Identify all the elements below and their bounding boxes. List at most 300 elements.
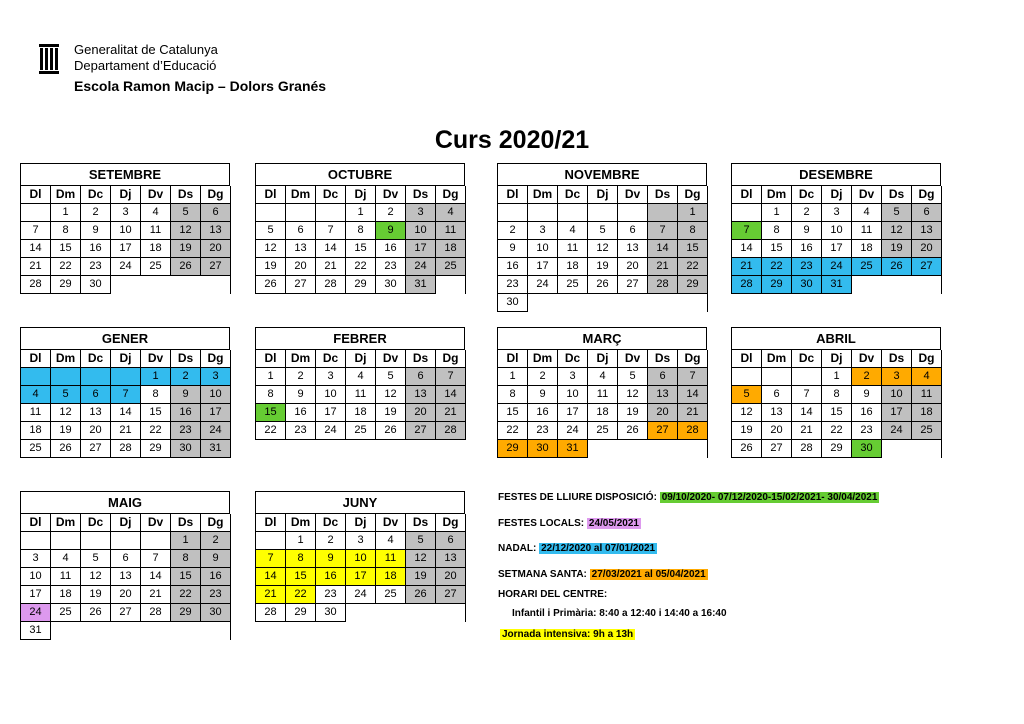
weekday-header: Dl [21, 186, 51, 204]
month-days-grid [497, 185, 707, 312]
day-cell: 28 [21, 276, 51, 294]
day-cell: 29 [822, 440, 852, 458]
day-empty [912, 440, 942, 458]
legend-easter-value: 27/03/2021 al 05/04/2021 [591, 569, 706, 580]
legend-local [498, 518, 641, 529]
day-cell: 24 [111, 258, 141, 276]
day-cell: 2 [528, 368, 558, 386]
day-cell: 19 [51, 422, 81, 440]
legend-easter-label: SETMANA SANTA: [498, 569, 587, 580]
weekday-header: Dg [201, 186, 231, 204]
weekday-header: Dj [111, 350, 141, 368]
day-cell: 20 [762, 422, 792, 440]
weekday-header: Ds [171, 186, 201, 204]
legend-hours-label: HORARI DEL CENTRE: [498, 589, 608, 600]
day-cell: 27 [406, 422, 436, 440]
day-empty [436, 276, 466, 294]
day-cell: 18 [912, 404, 942, 422]
day-empty [528, 294, 558, 312]
month-title: NOVEMBRE [497, 163, 707, 185]
day-cell: 1 [678, 204, 708, 222]
weekday-header: Ds [171, 514, 201, 532]
day-cell: 17 [201, 404, 231, 422]
weekday-header: Dc [792, 350, 822, 368]
weekday-header: Dj [346, 350, 376, 368]
day-empty [528, 204, 558, 222]
day-cell: 25 [51, 604, 81, 622]
weekday-header: Dv [376, 186, 406, 204]
day-cell: 3 [201, 368, 231, 386]
day-cell: 25 [21, 440, 51, 458]
day-cell: 10 [822, 222, 852, 240]
day-cell: 25 [558, 276, 588, 294]
day-cell: 14 [678, 386, 708, 404]
day-empty [406, 604, 436, 622]
day-cell: 16 [286, 404, 316, 422]
day-cell: 1 [762, 204, 792, 222]
day-cell: 9 [792, 222, 822, 240]
weekday-header: Dl [498, 350, 528, 368]
weekday-header: Dm [528, 186, 558, 204]
day-empty [111, 532, 141, 550]
day-cell: 7 [316, 222, 346, 240]
day-cell: 27 [436, 586, 466, 604]
day-cell: 9 [852, 386, 882, 404]
day-cell: 12 [256, 240, 286, 258]
weekday-header: Dm [51, 350, 81, 368]
day-cell: 6 [201, 204, 231, 222]
day-empty [111, 368, 141, 386]
day-cell: 7 [732, 222, 762, 240]
page-title: Curs 2020/21 [434, 126, 590, 154]
day-cell: 4 [436, 204, 466, 222]
weekday-header: Ds [406, 514, 436, 532]
day-cell: 8 [171, 550, 201, 568]
weekday-header: Dc [316, 186, 346, 204]
day-cell: 24 [822, 258, 852, 276]
legend-christmas-value: 22/12/2020 al 07/01/2021 [541, 543, 656, 554]
day-cell: 16 [376, 240, 406, 258]
day-cell: 19 [256, 258, 286, 276]
day-cell: 14 [792, 404, 822, 422]
weekday-header: Dm [286, 186, 316, 204]
day-cell: 20 [111, 586, 141, 604]
day-cell: 16 [852, 404, 882, 422]
day-cell: 19 [171, 240, 201, 258]
day-cell: 18 [588, 404, 618, 422]
org-name-line2: Departament d’Educació [74, 58, 217, 73]
day-cell: 12 [732, 404, 762, 422]
day-cell: 6 [648, 368, 678, 386]
day-cell: 4 [852, 204, 882, 222]
day-cell: 5 [376, 368, 406, 386]
day-cell: 30 [376, 276, 406, 294]
day-cell: 3 [346, 532, 376, 550]
day-cell: 26 [51, 440, 81, 458]
month-febrer [255, 327, 465, 440]
day-cell: 8 [762, 222, 792, 240]
day-cell: 4 [346, 368, 376, 386]
day-cell: 8 [678, 222, 708, 240]
legend-christmas [498, 543, 657, 554]
day-cell: 31 [406, 276, 436, 294]
school-name: Escola Ramon Macip – Dolors Granés [74, 78, 327, 94]
weekday-header: Dv [618, 350, 648, 368]
day-cell: 23 [81, 258, 111, 276]
day-cell: 2 [316, 532, 346, 550]
day-cell: 13 [436, 550, 466, 568]
day-cell: 15 [286, 568, 316, 586]
month-gener [20, 327, 230, 458]
day-cell: 23 [171, 422, 201, 440]
day-cell: 7 [792, 386, 822, 404]
day-cell: 10 [111, 222, 141, 240]
day-cell: 25 [376, 586, 406, 604]
day-cell: 9 [201, 550, 231, 568]
month-title: GENER [20, 327, 230, 349]
legend-free-disposal [498, 492, 879, 503]
day-cell: 11 [852, 222, 882, 240]
day-cell: 15 [256, 404, 286, 422]
weekday-header: Dj [111, 186, 141, 204]
day-cell: 6 [286, 222, 316, 240]
day-cell: 26 [81, 604, 111, 622]
day-empty [588, 204, 618, 222]
day-cell: 14 [732, 240, 762, 258]
day-cell: 11 [588, 386, 618, 404]
day-cell: 3 [406, 204, 436, 222]
day-cell: 25 [346, 422, 376, 440]
day-cell: 31 [21, 622, 51, 640]
legend-intensive [500, 629, 635, 640]
day-cell: 31 [558, 440, 588, 458]
weekday-header: Dc [81, 186, 111, 204]
day-cell: 21 [21, 258, 51, 276]
day-cell: 22 [171, 586, 201, 604]
weekday-header: Dg [201, 514, 231, 532]
day-cell: 6 [81, 386, 111, 404]
day-cell: 17 [111, 240, 141, 258]
month-days-grid [497, 349, 707, 458]
day-cell: 17 [528, 258, 558, 276]
month-days-grid [255, 185, 465, 294]
weekday-header: Dl [256, 186, 286, 204]
weekday-header: Dc [558, 350, 588, 368]
weekday-header: Dg [912, 350, 942, 368]
day-cell: 13 [81, 404, 111, 422]
weekday-header: Dl [21, 350, 51, 368]
day-cell: 2 [81, 204, 111, 222]
weekday-header: Dj [588, 186, 618, 204]
day-cell: 29 [171, 604, 201, 622]
legend-easter [498, 569, 708, 580]
day-cell: 24 [346, 586, 376, 604]
day-cell: 21 [256, 586, 286, 604]
day-cell: 11 [141, 222, 171, 240]
day-empty [732, 204, 762, 222]
day-cell: 8 [498, 386, 528, 404]
day-cell: 25 [141, 258, 171, 276]
day-cell: 9 [286, 386, 316, 404]
day-cell: 30 [316, 604, 346, 622]
weekday-header: Dg [436, 186, 466, 204]
day-cell: 1 [256, 368, 286, 386]
month-desembre [731, 163, 941, 294]
day-cell: 5 [588, 222, 618, 240]
org-name-line1: Generalitat de Catalunya [74, 42, 218, 57]
day-cell: 13 [912, 222, 942, 240]
day-cell: 8 [141, 386, 171, 404]
day-cell: 23 [792, 258, 822, 276]
day-cell: 22 [346, 258, 376, 276]
day-empty [141, 532, 171, 550]
day-cell: 12 [376, 386, 406, 404]
month-title: FEBRER [255, 327, 465, 349]
day-cell: 14 [436, 386, 466, 404]
day-cell: 22 [678, 258, 708, 276]
day-cell: 15 [51, 240, 81, 258]
day-cell: 30 [528, 440, 558, 458]
day-cell: 30 [852, 440, 882, 458]
day-cell: 8 [286, 550, 316, 568]
day-cell: 24 [882, 422, 912, 440]
day-cell: 30 [171, 440, 201, 458]
day-cell: 9 [316, 550, 346, 568]
legend-christmas-label: NADAL: [498, 543, 537, 554]
month-abril [731, 327, 941, 458]
day-cell: 5 [81, 550, 111, 568]
day-cell: 10 [346, 550, 376, 568]
day-cell: 22 [498, 422, 528, 440]
day-cell: 4 [141, 204, 171, 222]
day-cell: 14 [316, 240, 346, 258]
weekday-header: Dl [256, 350, 286, 368]
weekday-header: Dl [732, 186, 762, 204]
weekday-header: Dj [822, 186, 852, 204]
day-empty [171, 622, 201, 640]
day-cell: 16 [81, 240, 111, 258]
day-empty [256, 204, 286, 222]
day-cell: 14 [256, 568, 286, 586]
day-cell: 8 [51, 222, 81, 240]
day-cell: 2 [286, 368, 316, 386]
day-cell: 11 [346, 386, 376, 404]
weekday-header: Dv [852, 186, 882, 204]
day-cell: 1 [286, 532, 316, 550]
weekday-header: Ds [648, 186, 678, 204]
day-cell: 2 [792, 204, 822, 222]
day-cell: 11 [558, 240, 588, 258]
day-cell: 14 [21, 240, 51, 258]
day-cell: 5 [882, 204, 912, 222]
month-octubre [255, 163, 465, 294]
day-cell: 2 [376, 204, 406, 222]
day-empty [678, 294, 708, 312]
weekday-header: Dl [498, 186, 528, 204]
day-cell: 22 [256, 422, 286, 440]
day-empty [256, 532, 286, 550]
day-cell: 10 [201, 386, 231, 404]
day-cell: 23 [201, 586, 231, 604]
day-cell: 7 [141, 550, 171, 568]
month-days-grid [20, 185, 230, 294]
day-cell: 19 [81, 586, 111, 604]
weekday-header: Dv [141, 350, 171, 368]
weekday-header: Ds [406, 350, 436, 368]
day-cell: 6 [762, 386, 792, 404]
day-cell: 8 [346, 222, 376, 240]
day-cell: 10 [558, 386, 588, 404]
day-cell: 20 [406, 404, 436, 422]
weekday-header: Dv [141, 514, 171, 532]
day-cell: 3 [558, 368, 588, 386]
day-cell: 15 [141, 404, 171, 422]
day-cell: 28 [732, 276, 762, 294]
day-cell: 28 [316, 276, 346, 294]
day-cell: 4 [376, 532, 406, 550]
legend-intensive-value: Jornada intensiva: 9h a 13h [502, 629, 634, 640]
weekday-header: Dg [678, 186, 708, 204]
day-empty [618, 204, 648, 222]
day-cell: 31 [201, 440, 231, 458]
day-cell: 20 [286, 258, 316, 276]
day-cell: 3 [528, 222, 558, 240]
day-cell: 2 [498, 222, 528, 240]
day-cell: 29 [762, 276, 792, 294]
day-cell: 18 [558, 258, 588, 276]
day-cell: 8 [256, 386, 286, 404]
day-cell: 27 [618, 276, 648, 294]
day-cell: 20 [648, 404, 678, 422]
day-cell: 21 [316, 258, 346, 276]
day-cell: 2 [852, 368, 882, 386]
weekday-header: Ds [406, 186, 436, 204]
legend-free-label: FESTES DE LLIURE DISPOSICIÓ: [498, 492, 657, 503]
weekday-header: Dl [21, 514, 51, 532]
day-cell: 13 [286, 240, 316, 258]
weekday-header: Dg [436, 514, 466, 532]
day-cell: 29 [346, 276, 376, 294]
month-title: MAIG [20, 491, 230, 513]
day-cell: 16 [316, 568, 346, 586]
day-empty [376, 604, 406, 622]
month-juny [255, 491, 465, 622]
day-cell: 6 [912, 204, 942, 222]
day-cell: 21 [436, 404, 466, 422]
day-empty [201, 622, 231, 640]
weekday-header: Ds [882, 350, 912, 368]
month-març [497, 327, 707, 458]
day-empty [51, 622, 81, 640]
day-cell: 13 [762, 404, 792, 422]
day-cell: 20 [618, 258, 648, 276]
day-cell: 20 [912, 240, 942, 258]
day-cell: 21 [141, 586, 171, 604]
day-cell: 26 [406, 586, 436, 604]
day-cell: 20 [81, 422, 111, 440]
day-empty [678, 440, 708, 458]
day-cell: 9 [171, 386, 201, 404]
day-cell: 23 [376, 258, 406, 276]
day-cell: 22 [51, 258, 81, 276]
day-empty [21, 532, 51, 550]
weekday-header: Dm [51, 514, 81, 532]
day-cell: 1 [51, 204, 81, 222]
day-cell: 27 [201, 258, 231, 276]
day-empty [762, 368, 792, 386]
day-cell: 16 [528, 404, 558, 422]
day-cell: 27 [912, 258, 942, 276]
day-cell: 12 [81, 568, 111, 586]
day-empty [558, 294, 588, 312]
legend-hours-value: Infantil i Primària: 8:40 a 12:40 i 14:40 a 16:40 [512, 608, 727, 619]
day-empty [141, 622, 171, 640]
day-cell: 13 [618, 240, 648, 258]
day-cell: 2 [201, 532, 231, 550]
day-empty [882, 440, 912, 458]
day-cell: 29 [498, 440, 528, 458]
day-cell: 28 [678, 422, 708, 440]
day-cell: 7 [21, 222, 51, 240]
day-cell: 19 [882, 240, 912, 258]
month-maig [20, 491, 230, 640]
day-cell: 16 [792, 240, 822, 258]
weekday-header: Dj [588, 350, 618, 368]
day-cell: 6 [406, 368, 436, 386]
day-empty [792, 368, 822, 386]
day-empty [558, 204, 588, 222]
day-cell: 5 [406, 532, 436, 550]
day-empty [81, 532, 111, 550]
day-cell: 5 [732, 386, 762, 404]
day-cell: 26 [618, 422, 648, 440]
day-empty [21, 204, 51, 222]
day-empty [111, 276, 141, 294]
day-cell: 30 [81, 276, 111, 294]
day-cell: 9 [81, 222, 111, 240]
day-cell: 27 [286, 276, 316, 294]
day-empty [648, 294, 678, 312]
day-cell: 17 [21, 586, 51, 604]
day-cell: 21 [792, 422, 822, 440]
weekday-header: Dg [201, 350, 231, 368]
day-empty [51, 368, 81, 386]
day-cell: 7 [648, 222, 678, 240]
day-cell: 29 [678, 276, 708, 294]
weekday-header: Ds [648, 350, 678, 368]
day-empty [882, 276, 912, 294]
weekday-header: Dm [528, 350, 558, 368]
day-cell: 21 [648, 258, 678, 276]
weekday-header: Dj [822, 350, 852, 368]
month-days-grid [731, 185, 941, 294]
day-cell: 15 [822, 404, 852, 422]
weekday-header: Dm [762, 350, 792, 368]
day-cell: 25 [436, 258, 466, 276]
month-title: JUNY [255, 491, 465, 513]
day-cell: 24 [316, 422, 346, 440]
weekday-header: Dl [256, 514, 286, 532]
weekday-header: Dm [51, 186, 81, 204]
day-cell: 30 [201, 604, 231, 622]
day-cell: 12 [618, 386, 648, 404]
day-cell: 23 [286, 422, 316, 440]
day-cell: 19 [588, 258, 618, 276]
day-cell: 30 [498, 294, 528, 312]
day-empty [171, 276, 201, 294]
month-novembre [497, 163, 707, 312]
day-cell: 28 [792, 440, 822, 458]
